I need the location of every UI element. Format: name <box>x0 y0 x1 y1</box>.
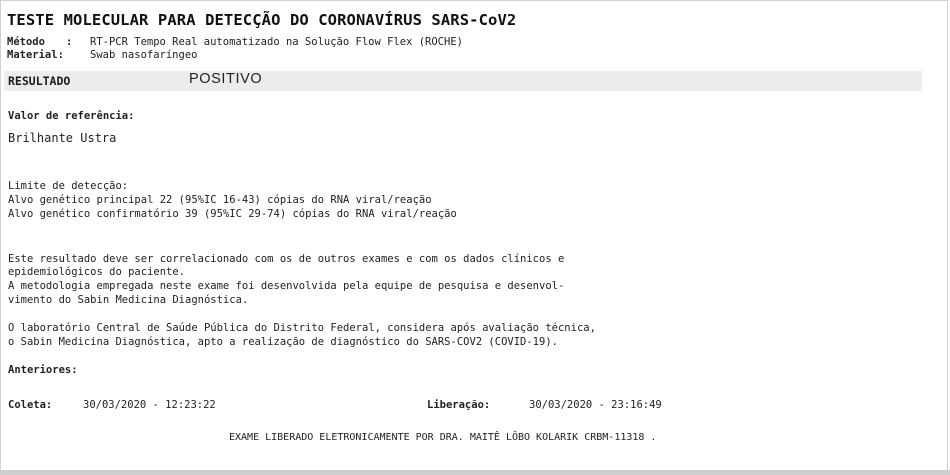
result-label: RESULTADO <box>8 74 71 88</box>
material-value: Swab nasofaríngeo <box>90 49 198 61</box>
detection-limit-line: Alvo genético confirmatório 39 (95%IC 29-74) cópias do RNA viral/reação <box>8 208 457 220</box>
result-value: POSITIVO <box>189 71 263 87</box>
document-title: TESTE MOLECULAR PARA DETECÇÃO DO CORONAVÍRUS SARS-CoV2 <box>7 11 517 29</box>
reference-label: Valor de referência: <box>8 110 135 122</box>
previous-label: Anteriores: <box>8 364 78 376</box>
notes-line: vimento do Sabin Medicina Diagnóstica. <box>8 294 249 306</box>
detection-limit-label: Limite de detecção: <box>8 180 129 192</box>
method-label: Método <box>7 36 45 48</box>
notes-line: epidemiológicos do paciente. <box>8 266 186 278</box>
method-separator: : <box>66 36 73 48</box>
release-footer-note: EXAME LIBERADO ELETRONICAMENTE POR DRA. MAITÊ LÔBO KOLARIK CRBM-11318 . <box>229 432 657 443</box>
method-value: RT-PCR Tempo Real automatizado na Solução Flow Flex (ROCHE) <box>90 36 463 48</box>
result-highlight-bar <box>4 71 922 91</box>
release-label: Liberação: <box>427 399 491 411</box>
release-value: 30/03/2020 - 23:16:49 <box>529 399 662 411</box>
collection-value: 30/03/2020 - 12:23:22 <box>83 399 216 411</box>
collection-label: Coleta: <box>8 399 53 411</box>
notes-line: o Sabin Medicina Diagnóstica, apto a realização de diagnóstico do SARS-COV2 (COVID-19). <box>8 336 558 348</box>
notes-line: A metodologia empregada neste exame foi desenvolvida pela equipe de pesquisa e desenvol- <box>8 280 565 292</box>
material-label: Material: <box>7 49 64 61</box>
notes-line: O laboratório Central de Saúde Pública do Distrito Federal, considera após avaliação técnica, <box>8 322 596 334</box>
notes-line: Este resultado deve ser correlacionado com os de outros exames e com os dados clínicos e <box>8 253 565 265</box>
bottom-divider <box>0 470 950 475</box>
reference-value: Brilhante Ustra <box>8 131 117 145</box>
detection-limit-line: Alvo genético principal 22 (95%IC 16-43) cópias do RNA viral/reação <box>8 194 432 206</box>
